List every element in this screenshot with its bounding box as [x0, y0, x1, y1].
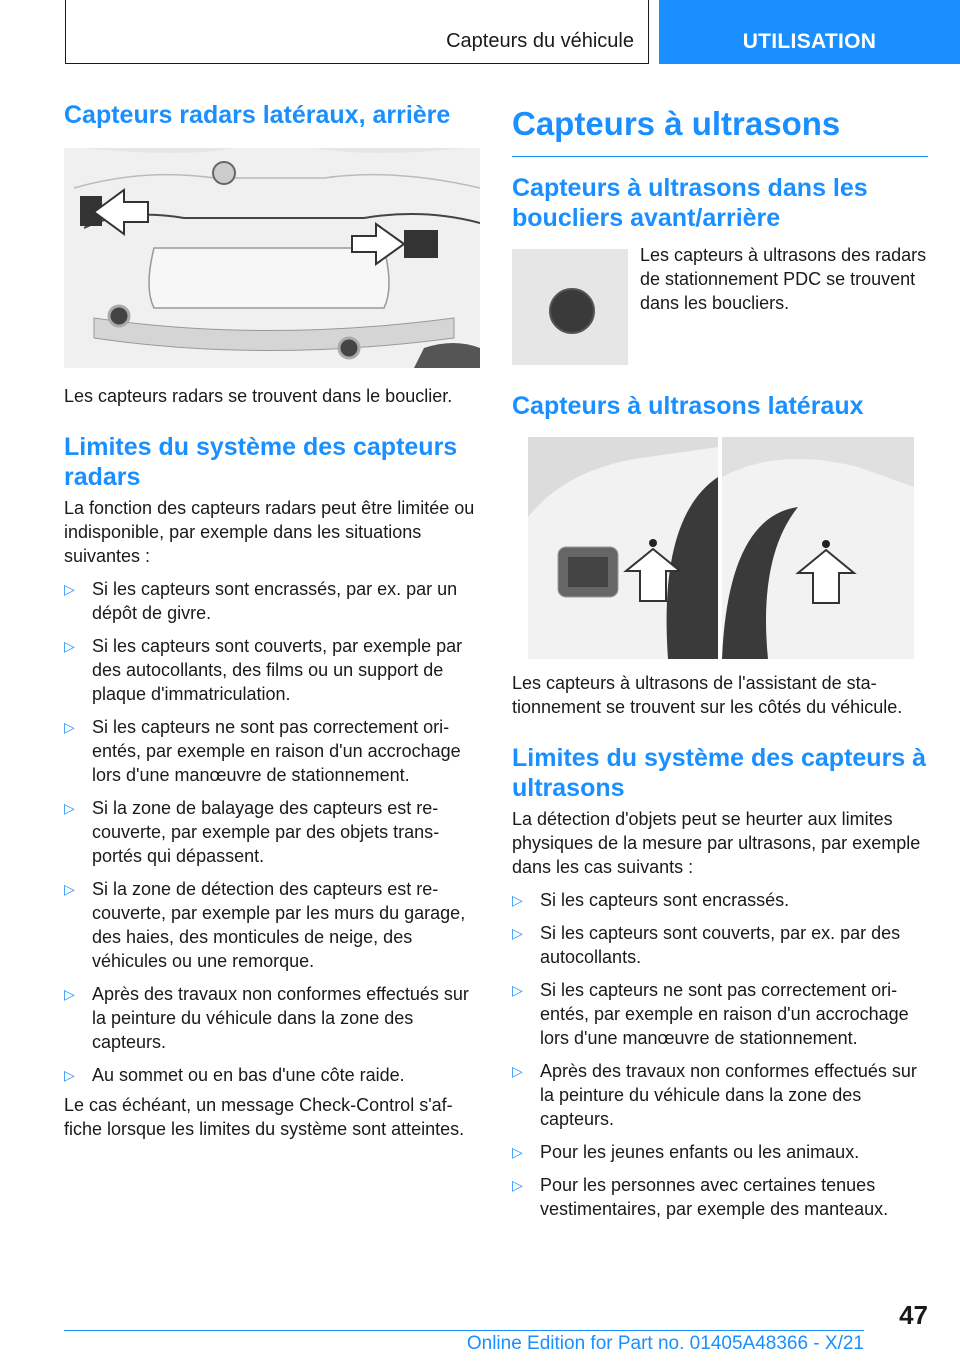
ultrasonic-limits-list: [512, 888, 928, 1221]
list-item: ▷ Si la zone de détection des capteurs est recouverte, par exemple par les murs du garage, des haies, des monticules de neige, des véhicules ou une remorque.: [64, 879, 466, 971]
list-item: ▷ Si les capteurs ne sont pas correctement orientés, par exemple en raison d'un accrochage lors d'une manœuvre de stationnement.: [512, 980, 909, 1048]
header-tab[interactable]: [659, 0, 960, 64]
chapter-title: Capteurs à ultrasons: [512, 104, 928, 157]
triangle-bullet-icon: ▷: [64, 1067, 75, 1083]
left-column: [64, 100, 480, 1141]
triangle-bullet-icon: ▷: [512, 892, 523, 908]
rear-car-illustration: [64, 148, 480, 368]
side-sensors-figure: [528, 437, 914, 659]
list-item: ▷ Après des travaux non conformes effectués sur la peinture du véhicule dans la zone des capteurs.: [64, 984, 469, 1052]
section-heading-radar: Capteurs radars latéraux, arrière: [64, 101, 451, 129]
page-number: 47: [899, 1300, 928, 1330]
header-box: [65, 0, 649, 64]
section-heading-radar-limits: Limites du système des capteurs radars: [64, 433, 458, 491]
list-item: ▷ Si la zone de balayage des capteurs est recouverte, par exemple par des objets transportés qui dépassent.: [64, 798, 440, 866]
sensor-figure: [512, 249, 628, 365]
list-item: ▷ Pour les jeunes enfants ou les animaux.: [512, 1142, 860, 1162]
rear-bumper-figure: [64, 148, 480, 368]
radar-limits-intro: La fonction des capteurs radars peut être limitée ou indisponible, par exemple dans les situations suivantes :: [64, 498, 475, 566]
list-item: ▷ Au sommet ou en bas d'une côte raide.: [64, 1065, 405, 1085]
bumper-sensor-block: [512, 245, 928, 365]
header-section-title: Capteurs du véhicule: [446, 30, 634, 52]
triangle-bullet-icon: ▷: [512, 1063, 523, 1079]
section-heading-side-sensors: Capteurs à ultrasons latéraux: [512, 392, 864, 420]
triangle-bullet-icon: ▷: [512, 1144, 523, 1160]
list-item: ▷ Après des travaux non conformes effectués sur la peinture du véhicule dans la zone des capteurs.: [512, 1061, 917, 1129]
bumper-sensor-text: Les capteurs à ultrasons des radars de stationnement PDC se trouvent dans les boucliers.: [640, 245, 927, 313]
list-item: ▷ Si les capteurs sont encrassés.: [512, 890, 790, 910]
radar-caption: Les capteurs radars se trouvent dans le bouclier.: [64, 386, 453, 406]
triangle-bullet-icon: ▷: [512, 925, 523, 941]
triangle-bullet-icon: ▷: [512, 1177, 523, 1193]
list-item: ▷ Si les capteurs sont couverts, par exemple par des autocollants, des films ou un support de plaque d'immatriculation.: [64, 636, 463, 704]
triangle-bullet-icon: ▷: [64, 800, 75, 816]
list-item: ▷ Si les capteurs ne sont pas correctement orientés, par exemple en raison d'un accrochage lors d'une manœuvre de stationnement.: [64, 717, 461, 785]
section-heading-ultrasonic-limits: Limites du système des capteurs à ultrasons: [512, 744, 927, 802]
list-item: ▷ Si les capteurs sont couverts, par ex. par des autocollants.: [512, 923, 901, 967]
triangle-bullet-icon: ▷: [512, 982, 523, 998]
right-column: [512, 104, 928, 1221]
header-tab-label: UTILISATION: [742, 30, 877, 53]
list-item: ▷ Si les capteurs sont encrassés, par ex. par un dépôt de givre.: [64, 579, 458, 623]
triangle-bullet-icon: ▷: [64, 986, 75, 1002]
side-sensors-caption: Les capteurs à ultrasons de l'assistant de stationnement se trouvent sur les côtés du véhicule.: [512, 673, 903, 717]
ultrasonic-sensor-illustration: [512, 249, 628, 365]
radar-limits-list: [64, 577, 480, 1087]
triangle-bullet-icon: ▷: [64, 638, 75, 654]
triangle-bullet-icon: ▷: [64, 719, 75, 735]
section-heading-bumper-sensors: Capteurs à ultrasons dans les boucliers avant/arrière: [512, 174, 868, 232]
radar-limits-outro: Le cas échéant, un message Check-Control s'affiche lorsque les limites du système sont atteintes.: [64, 1095, 465, 1139]
footer-line: [64, 1330, 864, 1354]
triangle-bullet-icon: ▷: [64, 581, 75, 597]
list-item: ▷ Pour les personnes avec certaines tenues vestimentaires, par exemple des manteaux.: [512, 1175, 889, 1219]
side-car-illustration: [528, 437, 914, 659]
triangle-bullet-icon: ▷: [64, 881, 75, 897]
footer-edition: Online Edition for Part no. 01405A48366 - X/21: [466, 1333, 864, 1354]
ultrasonic-limits-intro: La détection d'objets peut se heurter aux limites physiques de la mesure par ultrasons, par exemple dans les cas suivants :: [512, 809, 921, 877]
